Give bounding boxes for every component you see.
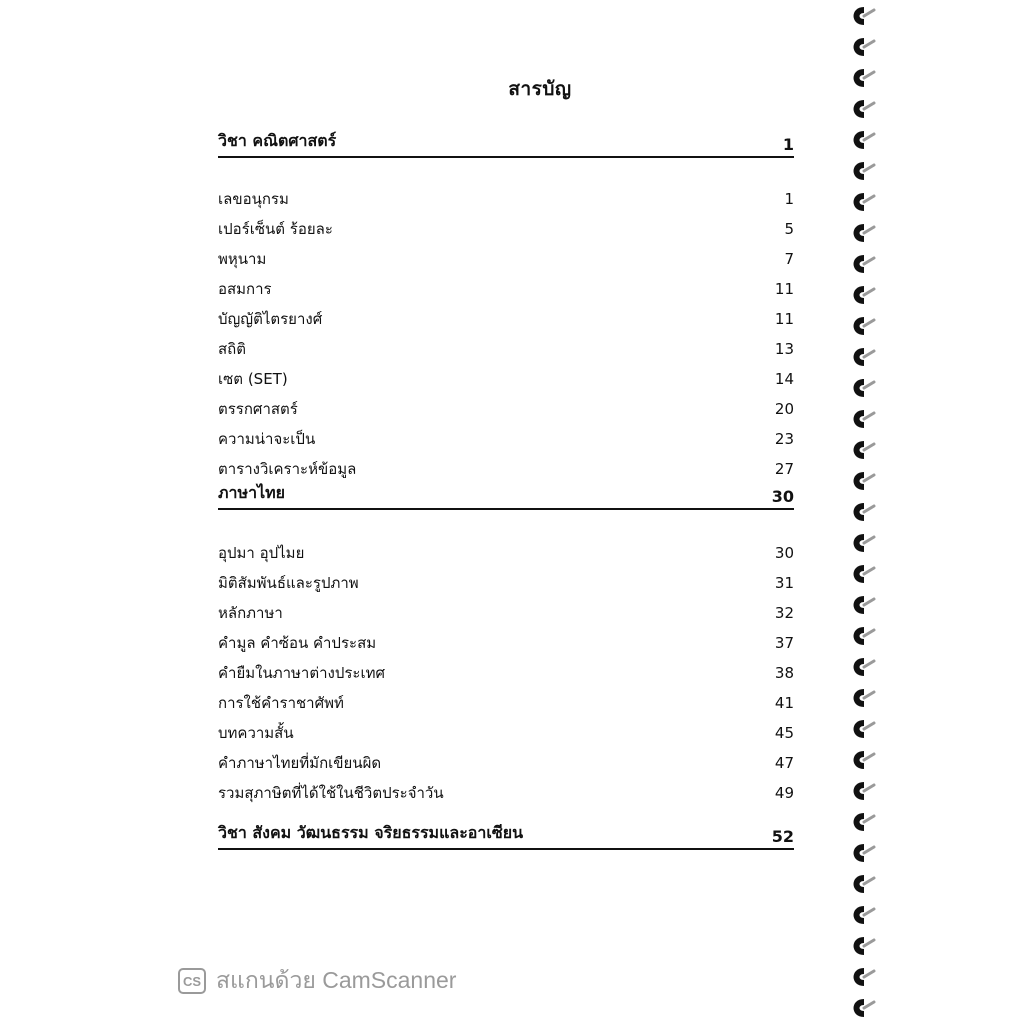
toc-entry-page: 14 [774,370,794,388]
spiral-coil [854,100,865,118]
spiral-coil [854,317,865,335]
toc-entry-title: อสมการ [218,280,272,298]
spiral-coil [854,224,865,242]
camscanner-watermark [178,964,456,998]
page-title: สารบัญ [508,78,572,100]
spiral-wire [864,320,874,326]
spiral-wire [864,537,874,543]
camscanner-logo-icon: CS [178,968,206,994]
spiral-wire [864,661,874,667]
spiral-wire [864,227,874,233]
toc-entry-page: 1 [784,190,794,208]
spiral-coil [854,999,865,1017]
spiral-wire [864,568,874,574]
spiral-wire [864,599,874,605]
spiral-coil [854,162,865,180]
toc-entry-title: สถิติ [218,340,246,358]
toc-entry-page: 45 [774,724,794,742]
spiral-wire [864,165,874,171]
spiral-coil [854,782,865,800]
spiral-coil [854,813,865,831]
spiral-wire [864,196,874,202]
toc-entry [218,424,794,454]
toc-entry-page: 32 [774,604,794,622]
toc-entry [218,688,794,718]
spiral-wire [864,785,874,791]
toc-entry [218,568,794,598]
spiral-coil [854,658,865,676]
toc-entry-title: คำมูล คำซ้อน คำประสม [218,634,377,652]
spiral-coil [854,131,865,149]
toc-entry-page: 11 [774,310,794,328]
toc-entry-title: คำภาษาไทยที่มักเขียนผิด [218,754,382,772]
toc-entry-page: 41 [774,694,794,712]
spiral-wire [864,723,874,729]
section-header-social [218,820,794,850]
toc-entry-title: เปอร์เซ็นต์ ร้อยละ [218,220,333,238]
toc-entry [218,658,794,688]
section-page-number: 30 [771,487,794,506]
toc-entry-page: 49 [774,784,794,802]
spiral-wire [864,382,874,388]
toc-entry-title: เลขอนุกรม [218,190,289,208]
spiral-wire [864,940,874,946]
spiral-coil [854,596,865,614]
spiral-coil [854,968,865,986]
toc-entry-title: คำยืมในภาษาต่างประเทศ [218,664,385,682]
spiral-wire [864,134,874,140]
spiral-wire [864,630,874,636]
toc-entry-title: พหุนาม [218,250,267,268]
toc-entry-page: 23 [774,430,794,448]
spiral-wire [864,413,874,419]
spiral-wire [864,444,874,450]
spiral-coil [854,844,865,862]
section-page-number: 1 [782,135,794,154]
toc-entry-page: 47 [774,754,794,772]
spiral-coil [854,534,865,552]
toc-entry-page: 27 [774,460,794,478]
spiral-wire [864,289,874,295]
spiral-coil [854,7,865,25]
toc-entry-page: 31 [774,574,794,592]
spiral-wire [864,754,874,760]
toc-entry-page: 11 [774,280,794,298]
toc-entry-title: รวมสุภาษิตที่ได้ใช้ในชีวิตประจำวัน [218,784,444,802]
toc-entry-title: ตารางวิเคราะห์ข้อมูล [218,460,357,478]
spiral-binding [842,0,882,1024]
spiral-coil [854,689,865,707]
toc-entry-title: ตรรกศาสตร์ [218,400,298,418]
spiral-coil [854,379,865,397]
spiral-coil [854,937,865,955]
section-header-thai [218,480,794,510]
spiral-coil [854,875,865,893]
toc-entry [218,538,794,568]
toc-entry-page: 5 [784,220,794,238]
spiral-coil [854,38,865,56]
spiral-coil [854,441,865,459]
spiral-wire [864,878,874,884]
spiral-wire [864,41,874,47]
spiral-wire [864,72,874,78]
spiral-wire [864,692,874,698]
toc-entry-title: เซต (SET) [218,370,288,388]
toc-entry [218,334,794,364]
section-underline [218,848,794,850]
toc-entry [218,778,794,808]
section-header-math [218,128,794,158]
toc-list-math [218,184,794,484]
spiral-coil [854,255,865,273]
toc-entry [218,718,794,748]
spiral-wire [864,10,874,16]
toc-entry-page: 20 [774,400,794,418]
section-underline [218,508,794,510]
spiral-coil [854,348,865,366]
toc-entry [218,304,794,334]
spiral-wire [864,258,874,264]
toc-entry [218,274,794,304]
toc-entry [218,628,794,658]
spiral-wire [864,475,874,481]
spiral-coil [854,565,865,583]
spiral-coil [854,472,865,490]
toc-entry-page: 30 [774,544,794,562]
toc-entry-title: บัญญัติไตรยางศ์ [218,310,323,328]
section-page-number: 52 [771,827,794,846]
section-title: วิชา คณิตศาสตร์ [218,131,337,150]
spiral-wire [864,816,874,822]
toc-entry-page: 13 [774,340,794,358]
toc-entry [218,364,794,394]
spiral-coil [854,906,865,924]
spiral-coil [854,503,865,521]
spiral-wire [864,1002,874,1008]
section-title: ภาษาไทย [218,483,286,502]
toc-entry-title: การใช้คำราชาศัพท์ [218,694,344,712]
spiral-wire [864,909,874,915]
toc-list-thai [218,538,794,808]
toc-entry [218,394,794,424]
spiral-wire [864,847,874,853]
toc-entry-title: บทความสั้น [218,724,294,742]
spiral-coil [854,69,865,87]
toc-entry-title: หลักภาษา [218,604,283,622]
toc-entry-title: มิติสัมพันธ์และรูปภาพ [218,574,359,592]
spiral-wire [864,971,874,977]
spiral-wire [864,103,874,109]
toc-entry-title: อุปมา อุปไมย [218,544,305,562]
spiral-coil [854,720,865,738]
spiral-coil [854,286,865,304]
spiral-wire [864,351,874,357]
watermark-text: สแกนด้วย CamScanner [216,967,457,993]
spiral-coil [854,410,865,428]
spiral-coil [854,627,865,645]
toc-entry [218,244,794,274]
section-title: วิชา สังคม วัฒนธรรม จริยธรรมและอาเซียน [218,823,524,842]
toc-entry [218,748,794,778]
section-underline [218,156,794,158]
spiral-coil [854,751,865,769]
toc-entry-page: 38 [774,664,794,682]
spiral-wire [864,506,874,512]
toc-entry-title: ความน่าจะเป็น [218,430,316,448]
toc-entry [218,184,794,214]
toc-entry-page: 7 [784,250,794,268]
toc-entry-page: 37 [774,634,794,652]
toc-entry [218,214,794,244]
toc-entry [218,598,794,628]
spiral-coil [854,193,865,211]
